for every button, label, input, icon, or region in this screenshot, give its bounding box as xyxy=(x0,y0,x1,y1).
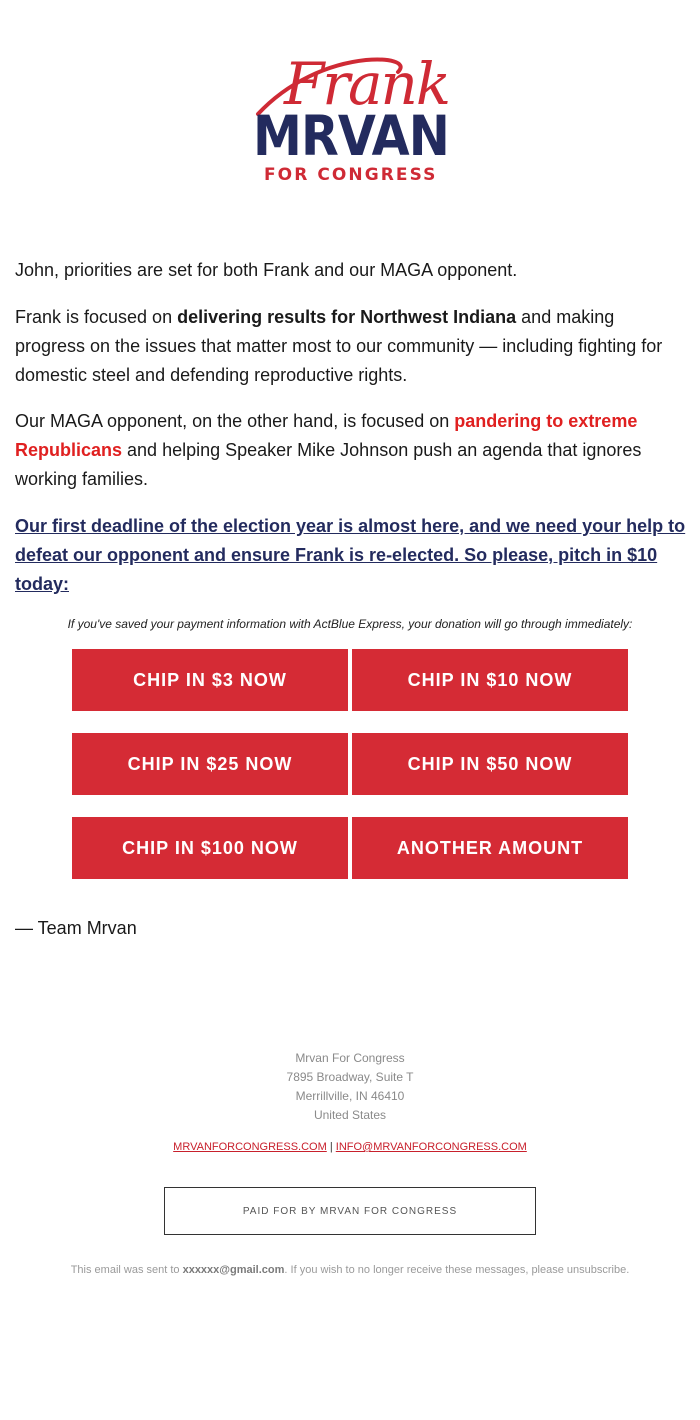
p3-red-text: pandering to extreme Republicans xyxy=(15,411,638,460)
p2-bold-text: delivering results for Northwest Indiana xyxy=(177,307,517,327)
email-sent-notice xyxy=(0,1264,700,1276)
logo-tagline: FOR CONGRESS xyxy=(264,165,438,185)
website-link[interactable]: MRVANFORCONGRESS.COM xyxy=(173,1141,327,1153)
frank-focus-paragraph xyxy=(15,303,687,390)
chip-in-10-button[interactable]: CHIP IN $10 NOW xyxy=(352,649,628,711)
paid-for-disclaimer: PAID FOR BY MRVAN FOR CONGRESS xyxy=(164,1187,536,1235)
chip-in-100-button[interactable]: CHIP IN $100 NOW xyxy=(72,817,348,879)
footer-links xyxy=(0,1141,700,1153)
footer-street: 7895 Broadway, Suite T xyxy=(286,1070,414,1084)
chip-in-25-button[interactable]: CHIP IN $25 NOW xyxy=(72,733,348,795)
signoff: — Team Mrvan xyxy=(15,918,137,938)
chip-in-50-button[interactable]: CHIP IN $50 NOW xyxy=(352,733,628,795)
footer-org-name: Mrvan For Congress xyxy=(295,1051,405,1065)
p2-text-end: and making progress on the issues that matter most to our community — including fighting for domestic steel and defending reproductive rights. xyxy=(15,307,663,385)
p3-text-start: Our MAGA opponent, on the other hand, is focused on xyxy=(15,411,455,431)
another-amount-button[interactable]: ANOTHER AMOUNT xyxy=(352,817,628,879)
footer-country: United States xyxy=(313,1108,387,1122)
logo-script-name: Frank xyxy=(284,52,450,118)
logo-graphic xyxy=(248,52,454,192)
footer-address xyxy=(0,1049,700,1125)
chip-in-3-button[interactable]: CHIP IN $3 NOW xyxy=(72,649,348,711)
actblue-express-note: If you've saved your payment information with ActBlue Express, your donation will go through immediately: xyxy=(67,617,633,631)
link-separator: | xyxy=(329,1141,333,1153)
recipient-email: xxxxxx@gmail.com xyxy=(182,1264,285,1276)
logo-last-name: MRVAN xyxy=(253,104,449,168)
p2-text-start: Frank is focused on xyxy=(15,307,178,327)
campaign-logo xyxy=(248,52,454,192)
sent-text-start: This email was sent to xyxy=(70,1264,183,1276)
donate-deadline-link[interactable]: Our first deadline of the election year is almost here, and we need your help to defeat our opponent and ensure Frank is re-elected. So please, pitch in $10 today: xyxy=(15,516,686,594)
greeting-paragraph: John, priorities are set for both Frank and our MAGA opponent. xyxy=(15,260,518,280)
sent-text-end: . If you wish to no longer receive these messages, please unsubscribe. xyxy=(284,1264,630,1276)
p3-text-end: and helping Speaker Mike Johnson push an agenda that ignores working families. xyxy=(15,440,642,489)
footer-city: Merrillville, IN 46410 xyxy=(295,1089,405,1103)
email-link[interactable]: INFO@MRVANFORCONGRESS.COM xyxy=(335,1141,527,1153)
opponent-paragraph xyxy=(15,407,687,494)
